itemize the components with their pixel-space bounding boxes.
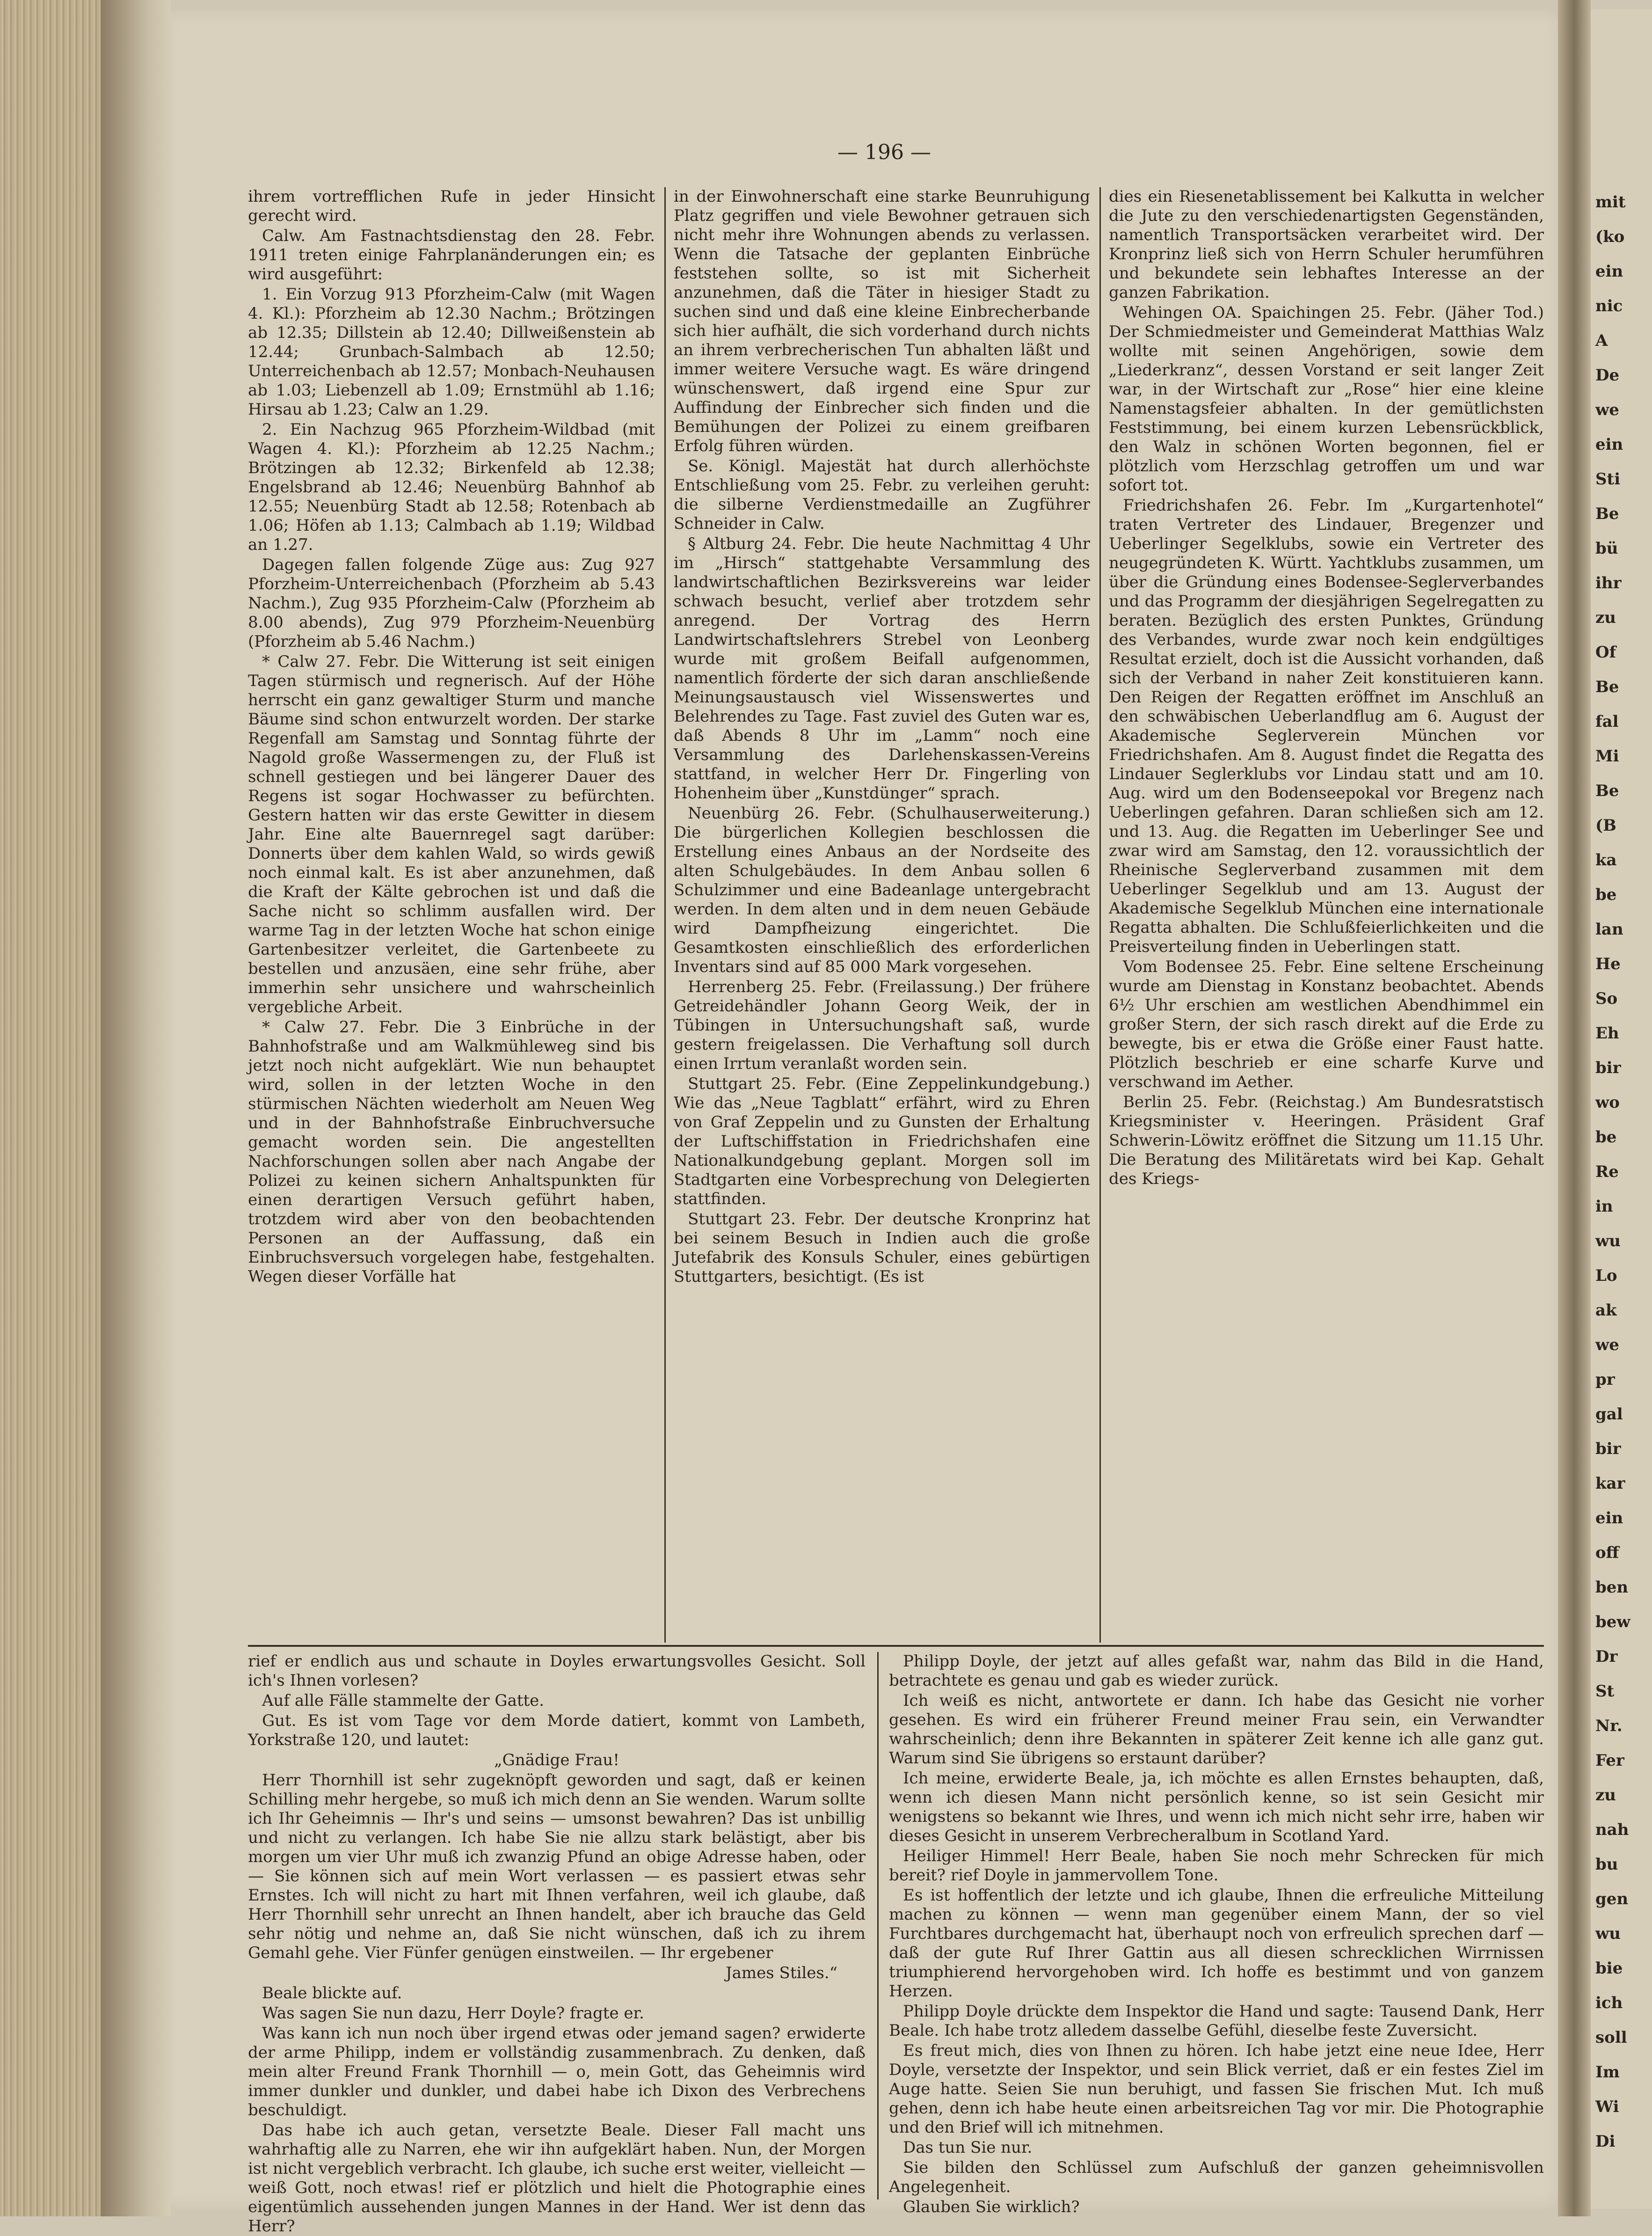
facing-page-text: bir [1595, 1059, 1621, 1077]
facing-page-text: ein [1595, 435, 1623, 454]
facing-page-text: Fer [1595, 1751, 1624, 1770]
facing-page-text: gen [1595, 1890, 1629, 1908]
facing-page-text: fal [1595, 712, 1619, 731]
facing-page-text: be [1595, 885, 1617, 904]
facing-page-text: zu [1595, 608, 1616, 627]
page-stack-shadow [101, 0, 171, 2216]
col2-paragraph: Stuttgart 23. Febr. Der deutsche Kronprinz hat bei seinem Besuch in Indien auch die große Jutefabrik des Konsuls Schuler, eines gebürtigen Stuttgarters, besichtigt. (Es ist [674, 1210, 1090, 1286]
column-3 [1109, 187, 1544, 1638]
column-divider [664, 187, 666, 1643]
bottom_right-paragraph: Es ist hoffentlich der letzte und ich glaube, Ihnen die erfreuliche Mitteilung machen zu können — wenn man gegenüber einem Mann, der so viel Furchtbares durchgemacht hat, überhaupt noch von erfreulich sprechen darf — daß der gute Ruf Ihrer Gattin aus all diesen schrecklichen Wirrnissen triumphierend hervorgehoben wird. Ich hoffe es bestimmt und von ganzem Herzen. [889, 1886, 1544, 2001]
bottom_left-paragraph: Was kann ich nun noch über irgend etwas oder jemand sagen? erwiderte der arme Philipp, indem er vollständig zusammenbrach. Zu denken, daß mein alter Freund Frank Thornhill — o, mein Gott, das Geheimnis wird immer dunkler und dunkler, und dabei habe ich Dixon des Verbrechens beschuldigt. [248, 2024, 866, 2119]
bottom_left-paragraph: Auf alle Fälle stammelte der Gatte. [262, 1691, 545, 1710]
col2-paragraph: in der Einwohnerschaft eine starke Beunruhigung Platz gegriffen und viele Bewohner getrauen sich nicht mehr ihre Wohnungen abends zu verlassen. Wenn die Tatsache der geplanten Einbrüche feststehen sollte, so ist mit Sicherheit anzunehmen, daß die Täter in hiesiger Stadt zu suchen sind und daß eine kleine Einbrecherbande sich hier aufhält, die sich vorderhand durch nichts an ihrem verbrecherischen Tun abhalten läßt und immer weitere Versuche wagt. Es wäre dringend wünschenswert, daß irgend eine Spur zur Auffindung der Einbrecher sich finden und die Bemühungen der Polizei zu einem greifbaren Erfolg führen würden. [674, 187, 1090, 455]
facing-page-fragment [1591, 9, 1652, 2209]
facing-page-text: bir [1595, 1440, 1621, 1458]
page-number: — 196 — [837, 140, 931, 164]
facing-page-text: ak [1595, 1301, 1617, 1320]
bottom_left-paragraph: Gut. Es ist vom Tage vor dem Morde datiert, kommt von Lambeth, Yorkstraße 120, und lautet: [248, 1711, 866, 1749]
facing-page-text: soll [1595, 2028, 1627, 2047]
facing-page-text: ich [1595, 1994, 1623, 2012]
facing-page-text: ein [1595, 262, 1623, 281]
facing-page-text: pr [1595, 1370, 1615, 1389]
facing-page-text: Be [1595, 678, 1619, 696]
bottom_right-paragraph: Ich meine, erwiderte Beale, ja, ich möchte es allen Ernstes behaupten, daß, wenn ich diesen Mann nicht persönlich kenne, so ist sein Gesicht mir wenigstens so bekannt wie Ihres, und wenn ich mich nicht sehr irre, haben wir dieses Gesicht in unserem Verbrecheralbum in Scotland Yard. [889, 1769, 1544, 1845]
facing-page-text: bie [1595, 1959, 1623, 1978]
facing-page-text: bu [1595, 1855, 1618, 1874]
col1-paragraph: * Calw 27. Febr. Die Witterung ist seit einigen Tagen stürmisch und regnerisch. Auf der Höhe herrscht ein ganz gewaltiger Sturm und manche Bäume sind schon entwurzelt worden. Der starke Regenfall am Samstag und Sonntag führte der Nagold große Wassermengen zu, der Fluß ist schnell gestiegen und bei längerer Dauer des Regens ist sogar Hochwasser zu befürchten. Gestern hatten wir das erste Gewitter in diesem Jahr. Eine alte Bauernregel sagt darüber: Donnerts über dem kahlen Wald, so wirds gewiß noch einmal kalt. Es ist aber anzunehmen, daß die Kraft der Kälte gebrochen ist und daß die Sache nicht so schlimm ausfallen wird. Der warme Tag in der letzten Woche hat schon einige Gartenbesitzer verleitet, die Gartenbeete zu bestellen und anzusäen, eine sehr frühe, aber immerhin sehr unsichere und wahrscheinlich vergebliche Arbeit. [248, 652, 655, 1016]
facing-page-text: bew [1595, 1613, 1630, 1631]
bottom_left-paragraph: James Stiles.“ [726, 1964, 837, 1982]
column-divider [1099, 187, 1101, 1643]
column-1 [248, 187, 655, 1638]
facing-page-text: Nr. [1595, 1717, 1623, 1735]
bottom_left-paragraph: Das habe ich auch getan, versetzte Beale. Dieser Fall macht uns wahrhaftig alle zu Narren, ehe wir ihn aufgeklärt haben. Nun, der Morgen ist nicht vergeblich verbracht. Ich glaube, ich suche erst weiter, vielleicht — weiß Gott, noch etwas! rief er plötzlich und hielt die Photographie eines eigentümlich aussehenden jungen Mannes in der Hand. Wer ist denn das Herr? [248, 2121, 866, 2236]
facing-page-text: kar [1595, 1474, 1625, 1493]
col2-paragraph: Neuenbürg 26. Febr. (Schulhauserweiterung.) Die bürgerlichen Kollegien beschlossen die Erstellung eines Anbaus an der Nordseite des alten Schulgebäudes. In dem Anbau sollen 6 Schulzimmer und eine Badeanlage untergebracht werden. In dem alten und in dem neuen Gebäude wird Dampfheizung eingerichtet. Die Gesamtkosten einschließlich des erforderlichen Inventars sind auf 85 000 Mark vorgesehen. [674, 804, 1090, 976]
bottom_right-paragraph: Glauben Sie wirklich? [903, 2198, 1080, 2216]
column-2 [674, 187, 1090, 1638]
facing-page-text: nic [1595, 297, 1623, 315]
bottom_right-paragraph: Heiliger Himmel! Herr Beale, haben Sie noch mehr Schrecken für mich bereit? rief Doyle in jammervollem Tone. [889, 1847, 1544, 1885]
col2-paragraph: Stuttgart 25. Febr. (Eine Zeppelinkundgebung.) Wie das „Neue Tagblatt“ erfährt, wird zu Ehren von Graf Zeppelin und zu Gunsten der Erhaltung der Luftschiffstation in Friedrichshafen eine Nationalkundgebung geplant. Morgen soll im Stadtgarten eine Vorbesprechung von Delegierten stattfinden. [674, 1074, 1090, 1208]
bottom_right-paragraph: Das tun Sie nur. [903, 2138, 1033, 2157]
facing-page-text: Sti [1595, 470, 1621, 489]
facing-page-text: Lo [1595, 1266, 1617, 1285]
facing-page-text: ihr [1595, 574, 1622, 592]
facing-page-text: ka [1595, 851, 1617, 870]
bottom_left-paragraph: Herr Thornhill ist sehr zugeknöpft geworden und sagt, daß er keinen Schilling mehr hergebe, so muß ich mich denn an Sie wenden. Warum sollte ich Ihr Geheimnis — Ihr's und seins — umsonst bewahren? Das ist unbillig und nicht zu verlangen. Ich habe Sie nie allzu stark belästigt, aber bis morgen um vier Uhr muß ich zwanzig Pfund an obige Adresse haben, oder — Sie können sich auf mein Wort verlassen — es passiert etwas sehr Ernstes. Ich will nicht zu hart mit Ihnen verfahren, weil ich glaube, daß Herr Thornhill sehr unrecht an Ihnen handelt, aber ich brauche das Geld sehr nötig und nehme an, daß Sie nicht wünschen, daß ich zu ihrem Gemahl gehe. Vier Fünfer genügen einstweilen. — Ihr ergebener [248, 1771, 866, 1962]
col1-paragraph: 2. Ein Nachzug 965 Pforzheim-Wildbad (mit Wagen 4. Kl.): Pforzheim ab 12.25 Nachm.; Brötzingen ab 12.32; Birkenfeld ab 12.38; Engelsbrand ab 12.46; Neuenbürg Bahnhof ab 12.55; Neuenbürg Stadt ab 12.58; Rotenbach ab 1.06; Höfen ab 1.13; Calmbach ab 1.19; Wildbad an 1.27. [248, 420, 655, 554]
bottom_right-paragraph: Philipp Doyle drückte dem Inspektor die Hand und sagte: Tausend Dank, Herr Beale. Ich habe trotz alledem dasselbe Gefühl, dieselbe feste Zuversicht. [889, 2002, 1544, 2040]
facing-page-text: St [1595, 1682, 1615, 1701]
col3-paragraph: Friedrichshafen 26. Febr. Im „Kurgartenhotel“ traten Vertreter des Lindauer, Bregenzer und Ueberlinger Segelklubs, sowie ein Vertreter des neugegründeten K. Württ. Yachtklubs zusammen, um über die Gründung eines Bodensee-Seglerverbandes und das Programm der diesjährigen Segelregatten zu beraten. Bezüglich des ersten Punktes, Gründung des Verbandes, wurde zwar noch kein endgültiges Resultat erzielt, doch ist die Aussicht vorhanden, daß sich der Verband in naher Zeit konstituieren kann. Den Reigen der Regatten eröffnet im Anschluß an den schwäbischen Ueberlandflug am 6. August der Akademische Seglerverein München vor Friedrichshafen. Am 8. August findet die Regatta des Lindauer Seglerklubs vor Lindau statt und am 10. Aug. wird um den Bodenseepokal vor Bregenz nach Ueberlingen gefahren. Daran schließen sich am 12. und 13. Aug. die Regatten im Ueberlinger See und zwar wird am Samstag, den 12. voraussichtlich der Rheinische Seglerverband zusammen mit dem Ueberlinger Segelklub und am 13. August der Akademische Segelklub München eine internationale Regatta abhalten. Die Schlußfeierlichkeiten und die Preisverteilung finden in Ueberlingen statt. [1109, 496, 1544, 956]
facing-page-text: Re [1595, 1162, 1619, 1181]
facing-page-text: Mi [1595, 747, 1619, 766]
column-divider [877, 1652, 879, 2199]
feuilleton-rule [248, 1645, 1544, 1647]
feuilleton-left [248, 1652, 866, 2236]
page-stack-edge [0, 0, 101, 2216]
facing-page-text: wu [1595, 1232, 1621, 1250]
bottom_right-paragraph: Philipp Doyle, der jetzt auf alles gefaßt war, nahm das Bild in die Hand, betrachtete es genau und gab es wieder zurück. [889, 1652, 1544, 1690]
facing-page-text: Eh [1595, 1024, 1619, 1043]
bottom_right-paragraph: Ich weiß es nicht, antwortete er dann. Ich habe das Gesicht nie vorher gesehen. Es wird ein früherer Freund meiner Frau sein, ein Verwandter wahrscheinlich; denn ihre Bekannten in späterer Zeit kenne ich alle ganz gut. Warum sind Sie übrigens so erstaunt darüber? [889, 1691, 1544, 1768]
col3-paragraph: Vom Bodensee 25. Febr. Eine seltene Erscheinung wurde am Dienstag in Konstanz beobachtet. Abends 6½ Uhr erschien am westlichen Abendhimmel ein großer Stern, der sich rasch direkt auf die Erde zu bewegte, bis er etwa die Größe einer Faust hatte. Plötzlich beschrieb er eine scharfe Kurve und verschwand im Aether. [1109, 957, 1544, 1091]
facing-page-text: we [1595, 401, 1619, 419]
col1-paragraph: Dagegen fallen folgende Züge aus: Zug 927 Pforzheim-Unterreichenbach (Pforzheim ab 5.43 Nachm.), Zug 935 Pforzheim-Calw (Pforzheim ab 8.00 abends), Zug 979 Pforzheim-Neuenbürg (Pforzheim ab 5.46 Nachm.) [248, 555, 655, 651]
book-gutter [1558, 0, 1591, 2216]
col3-paragraph: Wehingen OA. Spaichingen 25. Febr. (Jäher Tod.) Der Schmiedmeister und Gemeinderat Matthias Walz wollte mit seinen Angehörigen, sowie dem „Liederkranz“, dessen Vorstand er seit langer Zeit war, in der Wirtschaft zur „Rose“ hier eine kleine Namenstagsfeier abhalten. In der gemütlichsten Feststimmung, bei einem kurzen Lebensrückblick, den Walz in schönen Worten begonnen, fiel er plötzlich vom Herzschlag getroffen um und war sofort tot. [1109, 303, 1544, 495]
bottom_left-paragraph: Beale blickte auf. [262, 1984, 402, 2002]
facing-page-text: (B [1595, 816, 1616, 835]
col3-paragraph: dies ein Riesenetablissement bei Kalkutta in welcher die Jute zu den verschiedenartigsten Gegenständen, namentlich Transportsäcken verarbeitet wird. Der Kronprinz ließ sich von Herrn Schuler herumführen und bekundete sein lebhaftes Interesse an der ganzen Fabrikation. [1109, 187, 1544, 302]
feuilleton-right [889, 1652, 1544, 2216]
bottom_right-paragraph: Sie bilden den Schlüssel zum Aufschluß der ganzen geheimnisvollen Angelegenheit. [889, 2158, 1544, 2196]
facing-page-text: lan [1595, 920, 1623, 939]
facing-page-text: Wi [1595, 2097, 1619, 2116]
col1-paragraph: * Calw 27. Febr. Die 3 Einbrüche in der Bahnhofstraße und am Walkmühleweg sind bis jetzt noch nicht aufgeklärt. Wie nun behauptet wird, sollen in der letzten Woche in den stürmischen Nächten wiederholt am Neuen Weg und in der Bahnhofstraße Einbruchversuche gemacht worden sein. Die angestellten Nachforschungen sollen aber nach Angabe der Polizei zu keinen sichern Anhaltspunkten für einen derartigen Versuch geführt haben, trotzdem wird aber von den beobachtenden Personen an der Auffassung, daß ein Einbruchsversuch vorgelegen habe, festgehalten. Wegen dieser Vorfälle hat [248, 1018, 655, 1286]
facing-page-text: nah [1595, 1820, 1629, 1839]
facing-page-text: bü [1595, 539, 1618, 558]
facing-page-text: He [1595, 955, 1621, 973]
facing-page-text: Dr [1595, 1647, 1618, 1666]
facing-page-text: So [1595, 989, 1618, 1008]
facing-page-text: Be [1595, 782, 1619, 800]
facing-page-text: ben [1595, 1578, 1629, 1597]
facing-page-text: wo [1595, 1093, 1620, 1112]
facing-page-text: off [1595, 1543, 1619, 1562]
bottom_left-paragraph: „Gnädige Frau! [494, 1751, 619, 1769]
facing-page-text: gal [1595, 1405, 1623, 1424]
col1-paragraph: ihrem vortrefflichen Rufe in jeder Hinsicht gerecht wird. [248, 187, 655, 225]
facing-page-text: (ko [1595, 227, 1625, 246]
col1-paragraph: Calw. Am Fastnachtsdienstag den 28. Febr. 1911 treten einige Fahrplanänderungen ein; es wird ausgeführt: [248, 227, 655, 284]
facing-page-text: De [1595, 366, 1620, 385]
facing-page-text: Di [1595, 2132, 1616, 2151]
bottom_left-paragraph: Was sagen Sie nun dazu, Herr Doyle? fragte er. [262, 2004, 644, 2023]
facing-page-text: Im [1595, 2063, 1620, 2082]
col2-paragraph: Herrenberg 25. Febr. (Freilassung.) Der frühere Getreidehändler Johann Georg Weik, der in Tübingen in Untersuchungshaft saß, wurde gestern freigelassen. Die Verhaftung soll durch einen Irrtum veranlaßt worden sein. [674, 978, 1090, 1073]
facing-page-text: Be [1595, 504, 1619, 523]
facing-page-text: mit [1595, 193, 1626, 212]
facing-page-text: A [1595, 331, 1608, 350]
facing-page-text: in [1595, 1197, 1613, 1216]
bottom_right-paragraph: Es freut mich, dies von Ihnen zu hören. Ich habe jetzt eine neue Idee, Herr Doyle, versetzte der Inspektor, und sein Blick verriet, daß er ein festes Ziel im Auge hatte. Seien Sie nun beruhigt, und fassen Sie frischen Mut. Ich muß gehen, denn ich habe heute einen arbeitsreichen Tag vor mir. Die Photographie und den Brief will ich mitnehmen. [889, 2041, 1544, 2137]
col3-paragraph: Berlin 25. Febr. (Reichstag.) Am Bundesratstisch Kriegsminister v. Heeringen. Präsident Graf Schwerin-Löwitz eröffnet die Sitzung um 11.15 Uhr. Die Beratung des Militäretats wird bei Kap. Gehalt des Kriegs- [1109, 1093, 1544, 1188]
facing-page-text: zu [1595, 1786, 1616, 1805]
facing-page-text: we [1595, 1336, 1619, 1354]
facing-page-text: be [1595, 1128, 1617, 1147]
col2-paragraph: Se. Königl. Majestät hat durch allerhöchste Entschließung vom 25. Febr. zu verleihen geruht: die silberne Verdienstmedaille an Zugführer Schneider in Calw. [674, 457, 1090, 533]
facing-page-text: Of [1595, 643, 1616, 662]
col1-paragraph: 1. Ein Vorzug 913 Pforzheim-Calw (mit Wagen 4. Kl.): Pforzheim ab 12.30 Nachm.; Brötzingen ab 12.35; Dillstein ab 12.40; Dillweißenstein ab 12.44; Grunbach-Salmbach ab 12.50; Unterreichenbach ab 12.57; Monbach-Neuhausen ab 1.03; Liebenzell ab 1.09; Ernstmühl ab 1.16; Hirsau ab 1.23; Calw an 1.29. [248, 285, 655, 419]
facing-page-text: wu [1595, 1924, 1621, 1943]
col2-paragraph: § Altburg 24. Febr. Die heute Nachmittag 4 Uhr im „Hirsch“ stattgehabte Versammlung des landwirtschaftlichen Bezirksvereins war leider schwach besucht, verlief aber trotzdem sehr anregend. Der Vortrag des Herrn Landwirtschaftslehrers Strebel von Leonberg wurde mit großem Beifall aufgenommen, namentlich förderte der sich daran anschließende Meinungsaustausch viel Wissenswertes und Belehrendes zu Tage. Fast zuviel des Guten war es, daß Abends 8 Uhr im „Lamm“ noch eine Versammlung des Darlehenskassen-Vereins stattfand, in welcher Herr Dr. Fingerling von Hohenheim über „Kunstdünger“ sprach. [674, 534, 1090, 803]
bottom_left-paragraph: rief er endlich aus und schaute in Doyles erwartungsvolles Gesicht. Soll ich's Ihnen vorlesen? [248, 1652, 866, 1690]
facing-page-text: ein [1595, 1509, 1623, 1527]
